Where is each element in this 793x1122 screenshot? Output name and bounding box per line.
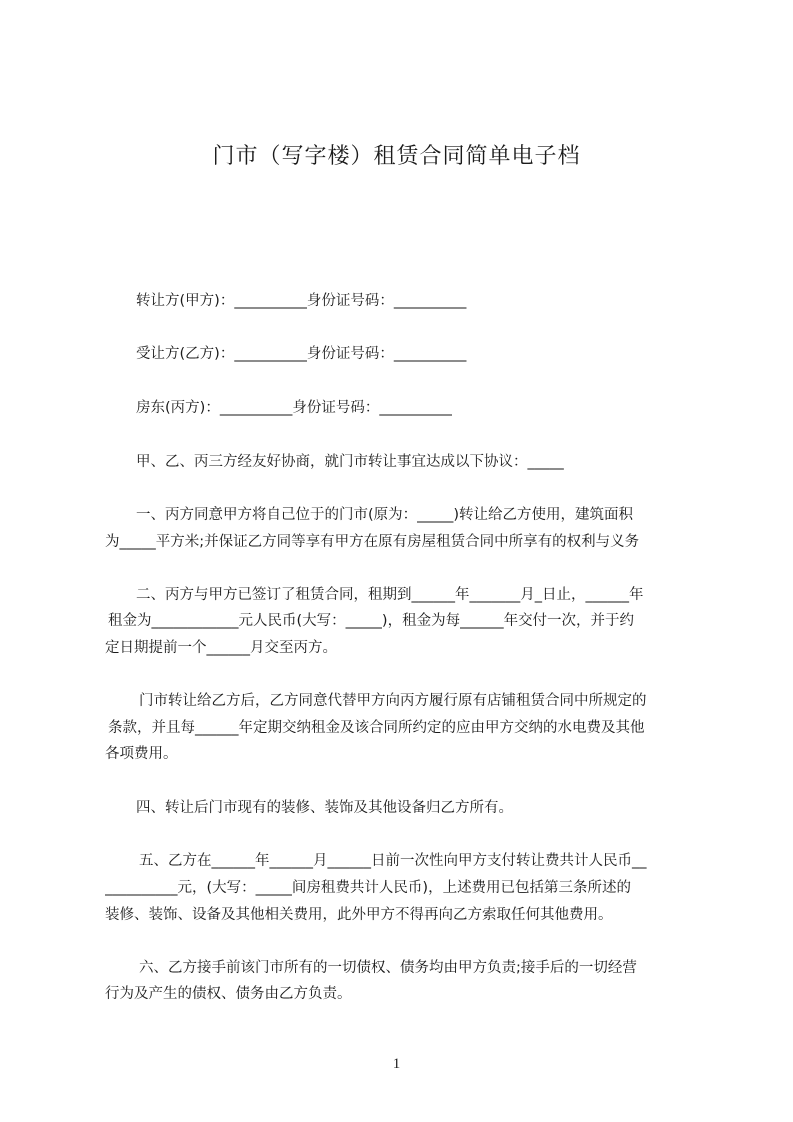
clause-5-line-3: 装修、装饰、设备及其他相关费用，此外甲方不得再向乙方索取任何其他费用。 [105,907,613,923]
clause-6-line-2: 行为及产生的债权、债务由乙方负责。 [105,986,352,1002]
document-title: 门市（写字楼）租赁合同简单电子档 [212,144,581,169]
page-number: 1 [392,1056,401,1072]
clause-5-line-1: 五、乙方在______年______月______日前一次性向甲方支付转让费共计人民币__ [139,853,647,869]
party-c-line: 房东(丙方)：__________身份证号码：__________ [136,400,452,416]
party-a-line: 转让方(甲方)：__________身份证号码：__________ [136,293,467,309]
clause-2-line-1: 二、丙方与甲方已签订了租赁合同，租期到______年_______月_日止，______年 [136,587,644,603]
clause-3-line-3: 各项费用。 [105,746,178,762]
clause-3-line-1: 门市转让给乙方后，乙方同意代替甲方向丙方履行原有店铺租赁合同中所规定的 [139,693,647,709]
clause-1-line-1: 一、丙方同意甲方将自己位于的门市(原为：_____)转让给乙方使用，建筑面积 [136,507,634,523]
party-b-line: 受让方(乙方)：__________身份证号码：__________ [136,346,467,362]
clause-6-line-1: 六、乙方接手前该门市所有的一切债权、债务均由甲方负责;接手后的一切经营 [139,960,637,976]
clause-2-line-2: 租金为____________元人民币(大写：_____)，租金为每______年交付一次，并于约 [108,613,635,629]
clause-2-line-3: 定日期提前一个______月交至丙方。 [105,640,337,656]
clause-1-line-2: 为_____平方米;并保证乙方同等享有甲方在原有房屋租赁合同中所享有的权利与义务 [105,534,640,550]
agreement-intro: 甲、乙、丙三方经友好协商，就门市转让事宜达成以下协议：_____ [136,454,564,470]
clause-4-line: 四、转让后门市现有的装修、装饰及其他设备归乙方所有。 [136,800,513,816]
clause-3-line-2: 条款，并且每______年定期交纳租金及该合同所约定的应由甲方交纳的水电费及其他 [108,720,645,736]
clause-5-line-2: __________元，(大写：_____间房租费共计人民币)，上述费用已包括第三条所述的 [105,880,632,896]
